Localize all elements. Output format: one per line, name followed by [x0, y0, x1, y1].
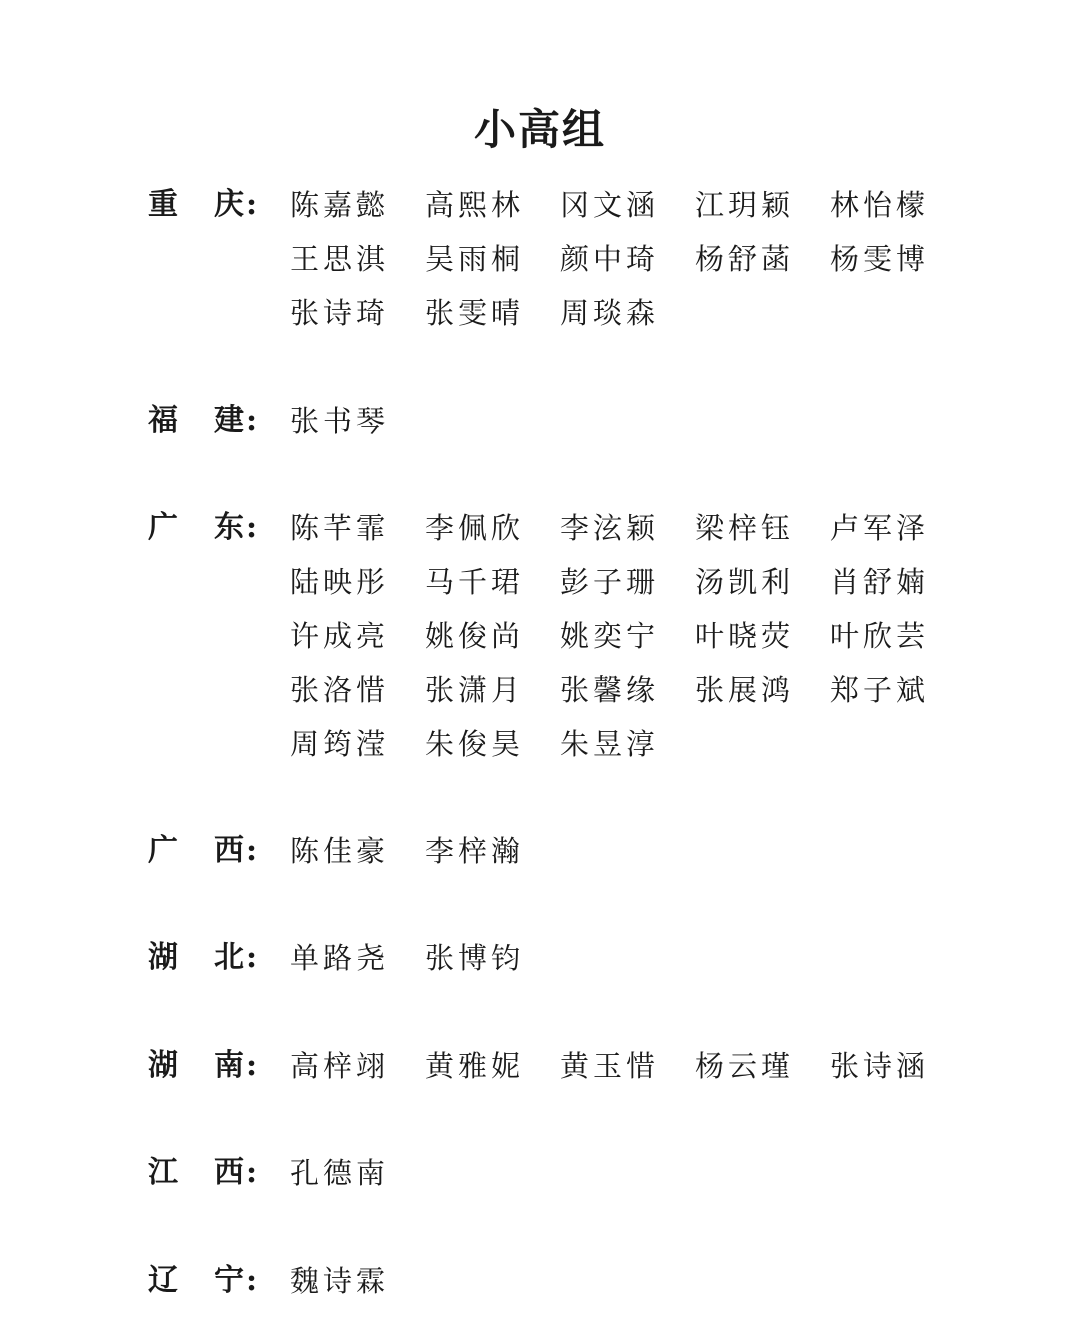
person-name: 魏诗霖: [290, 1264, 390, 1298]
region-label: [148, 178, 273, 232]
person-name: 王思淇: [290, 242, 390, 276]
region-label: [148, 394, 273, 448]
region-label: [148, 501, 273, 555]
region-label-colon: :: [246, 1263, 258, 1298]
person-name: 张雯晴: [425, 296, 525, 330]
region-label-second-char: 庆: [214, 187, 244, 222]
region-label-first-char: 湖: [148, 940, 178, 975]
person-name: 颜中琦: [560, 242, 660, 276]
person-name: 马千珺: [425, 565, 525, 599]
region-label-colon: :: [246, 1155, 258, 1190]
person-name: 江玥颖: [695, 188, 795, 222]
region-label-colon: :: [246, 1048, 258, 1083]
person-name: 朱俊昊: [425, 727, 525, 761]
person-name: 卢军泽: [830, 511, 930, 545]
region-label: [148, 1039, 273, 1093]
person-name: 陈佳豪: [290, 834, 390, 868]
region-label-first-char: 辽: [148, 1263, 178, 1298]
person-name: 郑子斌: [830, 673, 930, 707]
region-label-second-char: 北: [214, 940, 244, 975]
region-label-first-char: 福: [148, 403, 178, 438]
person-name: 杨舒菡: [695, 242, 795, 276]
person-name: 冈文涵: [560, 188, 660, 222]
person-name: 张馨缘: [560, 673, 660, 707]
person-name: 叶晓荧: [695, 619, 795, 653]
person-name: 林怡檬: [830, 188, 930, 222]
person-name: 吴雨桐: [425, 242, 525, 276]
person-name: 叶欣芸: [830, 619, 930, 653]
person-name: 杨雯博: [830, 242, 930, 276]
person-name: 张书琴: [290, 404, 390, 438]
name-list: [290, 931, 970, 985]
page-title: 小高组: [473, 105, 606, 154]
person-name: 张诗涵: [830, 1049, 930, 1083]
person-name: 高梓翊: [290, 1049, 390, 1083]
region-label-first-char: 湖: [148, 1048, 178, 1083]
region-label: [148, 1146, 273, 1200]
person-name: 黄玉惜: [560, 1049, 660, 1083]
person-name: 李泫颖: [560, 511, 660, 545]
region-label: [148, 931, 273, 985]
region-label-first-char: 江: [148, 1155, 178, 1190]
person-name: 梁梓钰: [695, 511, 795, 545]
region-label-first-char: 重: [148, 187, 178, 222]
person-name: 张潇月: [425, 673, 525, 707]
person-name: 肖舒婻: [830, 565, 930, 599]
person-name: 许成亮: [290, 619, 390, 653]
region-label-second-char: 东: [214, 510, 244, 545]
region-label-second-char: 西: [214, 833, 244, 868]
person-name: 姚俊尚: [425, 619, 525, 653]
region-label: [148, 1254, 273, 1308]
region-label-colon: :: [246, 187, 258, 222]
person-name: 张博钧: [425, 941, 525, 975]
name-list: [290, 178, 970, 340]
region-label-first-char: 广: [148, 833, 178, 868]
person-name: 杨云瑾: [695, 1049, 795, 1083]
person-name: 姚奕宁: [560, 619, 660, 653]
region-label-second-char: 西: [214, 1155, 244, 1190]
person-name: 陆映彤: [290, 565, 390, 599]
person-name: 汤凯利: [695, 565, 795, 599]
person-name: 张诗琦: [290, 296, 390, 330]
person-name: 周琰森: [560, 296, 660, 330]
region-label: [148, 824, 273, 878]
person-name: 孔德南: [290, 1156, 390, 1190]
region-label-second-char: 建: [214, 403, 244, 438]
region-label-second-char: 宁: [214, 1263, 244, 1298]
person-name: 周筠滢: [290, 727, 390, 761]
person-name: 陈芊霏: [290, 511, 390, 545]
person-name: 陈嘉懿: [290, 188, 390, 222]
person-name: 彭子珊: [560, 565, 660, 599]
region-label-colon: :: [246, 833, 258, 868]
person-name: 张洛惜: [290, 673, 390, 707]
person-name: 黄雅妮: [425, 1049, 525, 1083]
person-name: 高熙林: [425, 188, 525, 222]
name-list: [290, 1039, 970, 1093]
region-label-colon: :: [246, 510, 258, 545]
name-list: [290, 501, 970, 771]
region-label-colon: :: [246, 403, 258, 438]
person-name: 李梓瀚: [425, 834, 525, 868]
region-label-colon: :: [246, 940, 258, 975]
person-name: 朱昱淳: [560, 727, 660, 761]
region-label-second-char: 南: [214, 1048, 244, 1083]
region-label-first-char: 广: [148, 510, 178, 545]
name-list: [290, 1146, 970, 1200]
person-name: 张展鸿: [695, 673, 795, 707]
person-name: 李佩欣: [425, 511, 525, 545]
person-name: 单路尧: [290, 941, 390, 975]
name-list: [290, 824, 970, 878]
name-list: [290, 1254, 970, 1308]
name-list: [290, 394, 970, 448]
